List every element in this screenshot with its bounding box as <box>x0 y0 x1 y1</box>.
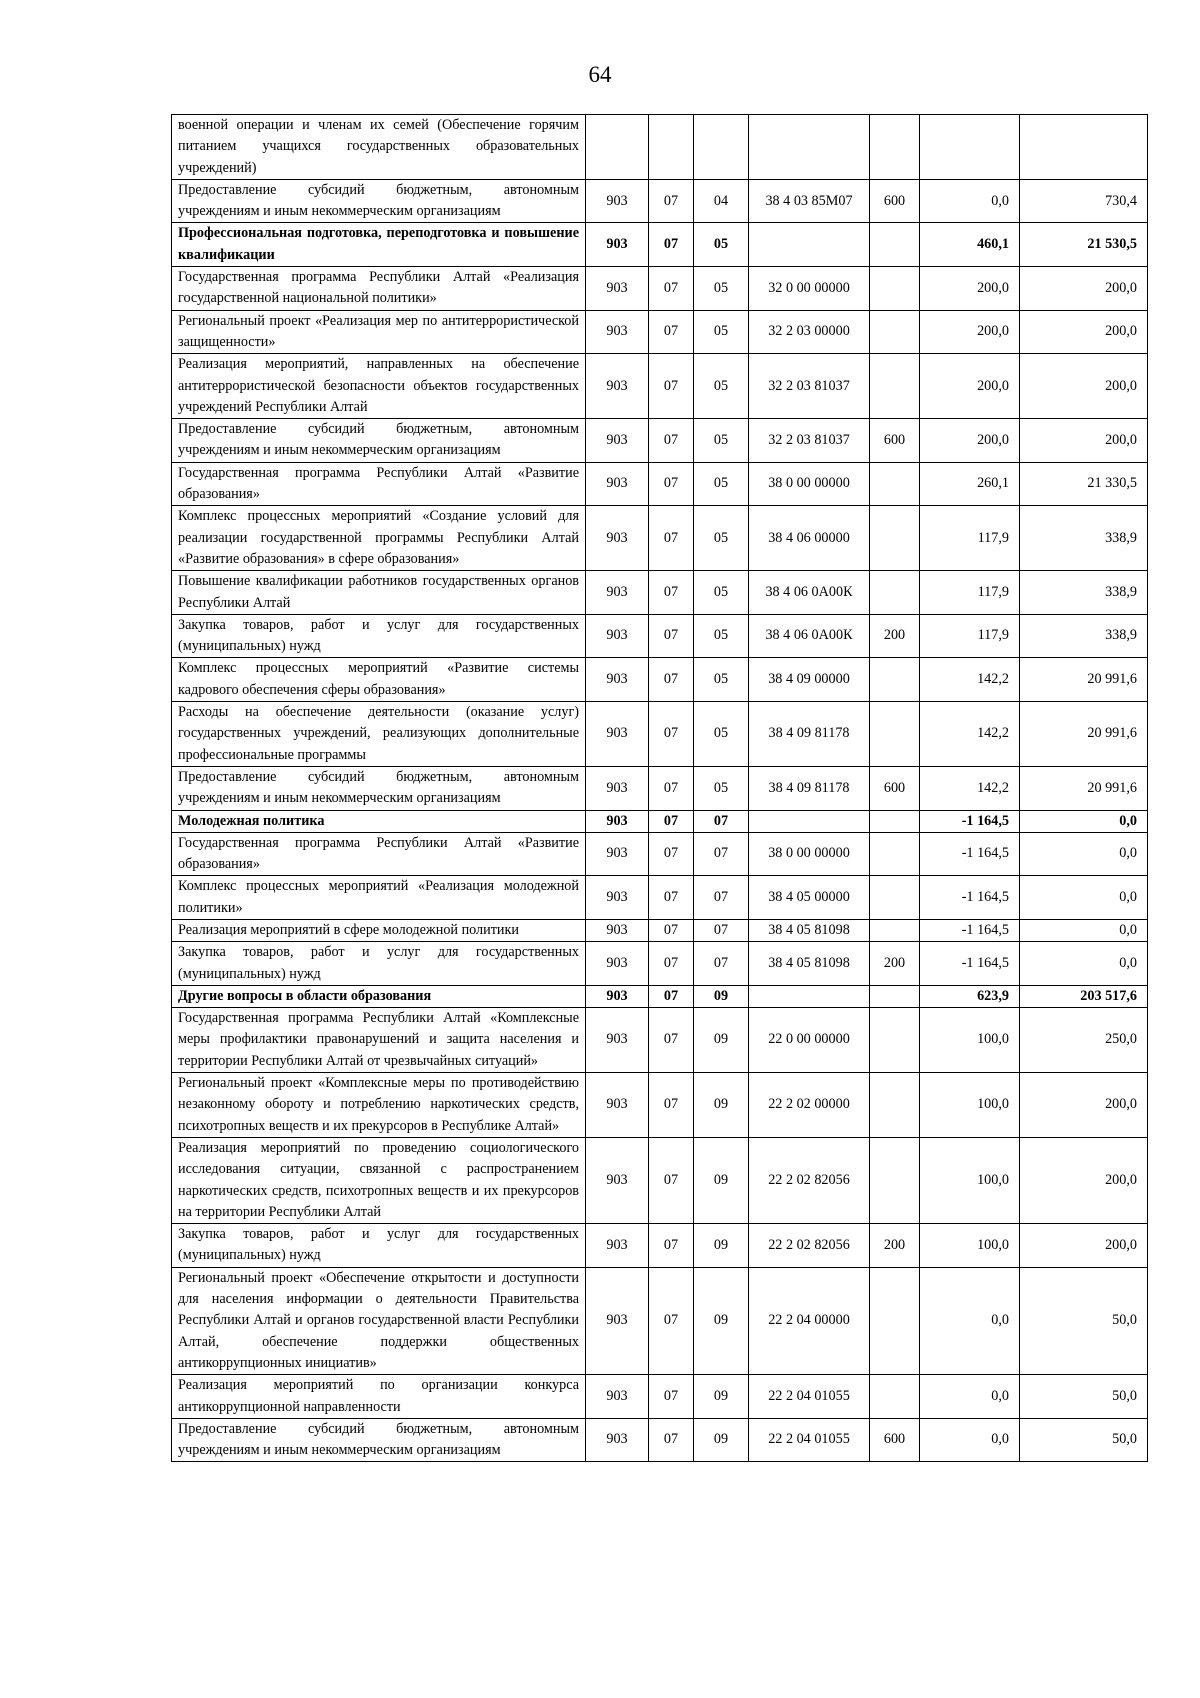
row-admin-code: 903 <box>586 179 649 223</box>
row-description: Предоставление субсидий бюджетным, автономным учреждениям и иным некоммерческим организациям <box>172 179 586 223</box>
table-row <box>172 419 1148 463</box>
row-target-article <box>749 810 870 832</box>
row-amount-change: 100,0 <box>920 1008 1020 1073</box>
row-admin-code: 903 <box>586 354 649 419</box>
row-target-article: 38 4 09 81178 <box>749 702 870 767</box>
row-target-article <box>749 223 870 267</box>
row-target-article: 22 2 04 01055 <box>749 1375 870 1419</box>
row-target-article: 22 0 00 00000 <box>749 1008 870 1073</box>
row-subsection-code: 05 <box>694 310 749 354</box>
row-description: Реализация мероприятий, направленных на обеспечение антитеррористической безопасности объектов государственных учреждений Республики Алтай <box>172 354 586 419</box>
row-amount-total <box>1020 115 1148 180</box>
row-amount-change: 142,2 <box>920 658 1020 702</box>
row-target-article: 32 0 00 00000 <box>749 267 870 311</box>
row-admin-code: 903 <box>586 1073 649 1138</box>
row-expense-type <box>870 1375 920 1419</box>
row-description: Комплекс процессных мероприятий «Создание условий для реализации государственной программы Республики Алтай «Развитие образования» в сфере образования» <box>172 506 586 571</box>
row-admin-code: 903 <box>586 942 649 986</box>
row-expense-type <box>870 267 920 311</box>
row-expense-type: 600 <box>870 179 920 223</box>
row-description: Реализация мероприятий в сфере молодежной политики <box>172 919 586 941</box>
row-expense-type <box>870 702 920 767</box>
row-amount-total: 250,0 <box>1020 1008 1148 1073</box>
row-subsection-code: 05 <box>694 571 749 615</box>
row-description: Предоставление субсидий бюджетным, автономным учреждениям и иным некоммерческим организациям <box>172 766 586 810</box>
row-amount-change: -1 164,5 <box>920 876 1020 920</box>
row-subsection-code <box>694 115 749 180</box>
table-row <box>172 942 1148 986</box>
row-amount-total: 200,0 <box>1020 1224 1148 1268</box>
row-amount-total: 21 530,5 <box>1020 223 1148 267</box>
page-number: 64 <box>588 62 612 87</box>
row-subsection-code: 05 <box>694 419 749 463</box>
row-section-code: 07 <box>649 614 694 658</box>
row-target-article: 22 2 04 01055 <box>749 1418 870 1462</box>
row-subsection-code: 05 <box>694 614 749 658</box>
row-description: Региональный проект «Обеспечение открытости и доступности для населения информации о деятельности Правительства Республики Алтай и органов государственной власти Республики Алтай, обеспечение поддержки общественных антикоррупционных инициатив» <box>172 1267 586 1374</box>
row-section-code: 07 <box>649 702 694 767</box>
row-section-code: 07 <box>649 571 694 615</box>
row-subsection-code: 05 <box>694 462 749 506</box>
row-description: Региональный проект «Реализация мер по антитеррористической защищенности» <box>172 310 586 354</box>
row-amount-total: 0,0 <box>1020 832 1148 876</box>
row-description: Государственная программа Республики Алтай «Развитие образования» <box>172 832 586 876</box>
row-amount-total: 200,0 <box>1020 419 1148 463</box>
row-expense-type <box>870 354 920 419</box>
row-amount-change: -1 164,5 <box>920 810 1020 832</box>
row-section-code: 07 <box>649 1224 694 1268</box>
row-subsection-code: 05 <box>694 506 749 571</box>
row-admin-code: 903 <box>586 267 649 311</box>
row-subsection-code: 09 <box>694 1418 749 1462</box>
row-subsection-code: 09 <box>694 1224 749 1268</box>
row-section-code: 07 <box>649 506 694 571</box>
row-amount-total: 730,4 <box>1020 179 1148 223</box>
row-amount-total: 20 991,6 <box>1020 766 1148 810</box>
row-amount-change <box>920 115 1020 180</box>
row-target-article <box>749 115 870 180</box>
row-section-code: 07 <box>649 658 694 702</box>
row-description: Комплекс процессных мероприятий «Развитие системы кадрового обеспечения сферы образования» <box>172 658 586 702</box>
row-admin-code: 903 <box>586 985 649 1007</box>
row-target-article: 38 4 03 85М07 <box>749 179 870 223</box>
table-row <box>172 1073 1148 1138</box>
row-admin-code <box>586 115 649 180</box>
row-amount-total: 200,0 <box>1020 354 1148 419</box>
row-amount-change: -1 164,5 <box>920 942 1020 986</box>
row-subsection-code: 04 <box>694 179 749 223</box>
row-expense-type <box>870 571 920 615</box>
row-admin-code: 903 <box>586 310 649 354</box>
row-amount-change: -1 164,5 <box>920 832 1020 876</box>
row-amount-change: 0,0 <box>920 1375 1020 1419</box>
row-section-code: 07 <box>649 419 694 463</box>
row-description: Комплекс процессных мероприятий «Реализация молодежной политики» <box>172 876 586 920</box>
row-amount-change: 100,0 <box>920 1137 1020 1223</box>
table-row <box>172 310 1148 354</box>
row-target-article: 22 2 04 00000 <box>749 1267 870 1374</box>
row-target-article: 38 4 06 0А00К <box>749 571 870 615</box>
row-description: Реализация мероприятий по проведению социологического исследования ситуации, связанной с распространением наркотических средств, психотропных веществ и их прекурсоров на территории Республики Алтай <box>172 1137 586 1223</box>
row-description: Предоставление субсидий бюджетным, автономным учреждениям и иным некоммерческим организациям <box>172 1418 586 1462</box>
table-row <box>172 658 1148 702</box>
row-description: Профессиональная подготовка, переподготовка и повышение квалификации <box>172 223 586 267</box>
row-admin-code: 903 <box>586 571 649 615</box>
table-row <box>172 1008 1148 1073</box>
table-row <box>172 354 1148 419</box>
row-amount-change: 200,0 <box>920 354 1020 419</box>
row-target-article: 38 4 06 0А00К <box>749 614 870 658</box>
row-amount-change: 142,2 <box>920 766 1020 810</box>
row-target-article: 22 2 02 00000 <box>749 1073 870 1138</box>
row-subsection-code: 05 <box>694 223 749 267</box>
table-row <box>172 506 1148 571</box>
row-expense-type: 200 <box>870 1224 920 1268</box>
row-subsection-code: 07 <box>694 942 749 986</box>
row-expense-type <box>870 985 920 1007</box>
row-description: Предоставление субсидий бюджетным, автономным учреждениям и иным некоммерческим организациям <box>172 419 586 463</box>
row-section-code: 07 <box>649 832 694 876</box>
row-expense-type: 600 <box>870 1418 920 1462</box>
table-row <box>172 223 1148 267</box>
row-admin-code: 903 <box>586 419 649 463</box>
row-amount-change: 0,0 <box>920 1267 1020 1374</box>
row-target-article: 38 4 05 00000 <box>749 876 870 920</box>
row-amount-change: 0,0 <box>920 179 1020 223</box>
row-description: Расходы на обеспечение деятельности (оказание услуг) государственных учреждений, реализующих дополнительные профессиональные программы <box>172 702 586 767</box>
row-amount-total: 20 991,6 <box>1020 702 1148 767</box>
table-row <box>172 1224 1148 1268</box>
row-expense-type <box>870 462 920 506</box>
row-subsection-code: 09 <box>694 1267 749 1374</box>
row-admin-code: 903 <box>586 658 649 702</box>
row-admin-code: 903 <box>586 810 649 832</box>
table-row <box>172 614 1148 658</box>
row-section-code: 07 <box>649 766 694 810</box>
row-admin-code: 903 <box>586 614 649 658</box>
row-amount-change: 200,0 <box>920 419 1020 463</box>
row-admin-code: 903 <box>586 876 649 920</box>
row-expense-type: 200 <box>870 942 920 986</box>
row-subsection-code: 09 <box>694 1375 749 1419</box>
table-row <box>172 179 1148 223</box>
row-target-article: 38 4 05 81098 <box>749 919 870 941</box>
row-expense-type <box>870 919 920 941</box>
row-admin-code: 903 <box>586 1137 649 1223</box>
row-target-article: 32 2 03 81037 <box>749 354 870 419</box>
row-admin-code: 903 <box>586 919 649 941</box>
row-subsection-code: 09 <box>694 1073 749 1138</box>
row-amount-change: 100,0 <box>920 1224 1020 1268</box>
row-target-article: 22 2 02 82056 <box>749 1137 870 1223</box>
table-row <box>172 115 1148 180</box>
row-admin-code: 903 <box>586 766 649 810</box>
row-expense-type <box>870 1008 920 1073</box>
row-target-article: 38 4 05 81098 <box>749 942 870 986</box>
row-expense-type <box>870 1267 920 1374</box>
row-admin-code: 903 <box>586 1267 649 1374</box>
row-expense-type <box>870 223 920 267</box>
row-admin-code: 903 <box>586 1008 649 1073</box>
row-expense-type: 200 <box>870 614 920 658</box>
row-description: Реализация мероприятий по организации конкурса антикоррупционной направленности <box>172 1375 586 1419</box>
table-row <box>172 702 1148 767</box>
row-admin-code: 903 <box>586 506 649 571</box>
row-section-code: 07 <box>649 810 694 832</box>
row-subsection-code: 05 <box>694 354 749 419</box>
row-amount-change: 460,1 <box>920 223 1020 267</box>
row-amount-total: 200,0 <box>1020 310 1148 354</box>
table-row <box>172 267 1148 311</box>
row-subsection-code: 07 <box>694 810 749 832</box>
row-subsection-code: 09 <box>694 985 749 1007</box>
row-description: Закупка товаров, работ и услуг для государственных (муниципальных) нужд <box>172 1224 586 1268</box>
row-amount-change: 117,9 <box>920 614 1020 658</box>
row-target-article: 38 4 06 00000 <box>749 506 870 571</box>
table-row <box>172 1137 1148 1223</box>
row-admin-code: 903 <box>586 1418 649 1462</box>
row-section-code: 07 <box>649 942 694 986</box>
row-amount-change: 260,1 <box>920 462 1020 506</box>
row-section-code: 07 <box>649 985 694 1007</box>
row-amount-change: 117,9 <box>920 506 1020 571</box>
row-description: Повышение квалификации работников государственных органов Республики Алтай <box>172 571 586 615</box>
row-target-article: 32 2 03 00000 <box>749 310 870 354</box>
row-section-code: 07 <box>649 919 694 941</box>
row-subsection-code: 05 <box>694 766 749 810</box>
row-admin-code: 903 <box>586 832 649 876</box>
row-target-article: 32 2 03 81037 <box>749 419 870 463</box>
row-section-code: 07 <box>649 462 694 506</box>
row-admin-code: 903 <box>586 1224 649 1268</box>
row-section-code: 07 <box>649 310 694 354</box>
row-subsection-code: 07 <box>694 832 749 876</box>
row-amount-total: 50,0 <box>1020 1418 1148 1462</box>
row-section-code: 07 <box>649 1137 694 1223</box>
row-amount-total: 200,0 <box>1020 1137 1148 1223</box>
row-expense-type: 600 <box>870 419 920 463</box>
row-amount-total: 338,9 <box>1020 571 1148 615</box>
row-expense-type <box>870 832 920 876</box>
row-description: Государственная программа Республики Алтай «Развитие образования» <box>172 462 586 506</box>
row-amount-total: 50,0 <box>1020 1267 1148 1374</box>
row-subsection-code: 05 <box>694 658 749 702</box>
row-amount-total: 338,9 <box>1020 506 1148 571</box>
row-amount-total: 203 517,6 <box>1020 985 1148 1007</box>
row-subsection-code: 09 <box>694 1008 749 1073</box>
row-expense-type <box>870 1137 920 1223</box>
table-row <box>172 810 1148 832</box>
row-description: Закупка товаров, работ и услуг для государственных (муниципальных) нужд <box>172 942 586 986</box>
row-expense-type <box>870 876 920 920</box>
row-expense-type <box>870 658 920 702</box>
row-description: Государственная программа Республики Алтай «Реализация государственной национальной политики» <box>172 267 586 311</box>
row-amount-total: 200,0 <box>1020 1073 1148 1138</box>
row-section-code: 07 <box>649 1267 694 1374</box>
row-subsection-code: 07 <box>694 919 749 941</box>
row-description: военной операции и членам их семей (Обеспечение горячим питанием учащихся государственных образовательных учреждений) <box>172 115 586 180</box>
row-amount-total: 200,0 <box>1020 267 1148 311</box>
table-row <box>172 1375 1148 1419</box>
row-target-article <box>749 985 870 1007</box>
row-section-code: 07 <box>649 354 694 419</box>
row-description: Региональный проект «Комплексные меры по противодействию незаконному обороту и потреблению наркотических средств, психотропных веществ и их прекурсоров в Республике Алтай» <box>172 1073 586 1138</box>
row-target-article: 22 2 02 82056 <box>749 1224 870 1268</box>
row-description: Государственная программа Республики Алтай «Комплексные меры профилактики правонарушений и защита населения и территории Республики Алтай от чрезвычайных ситуаций» <box>172 1008 586 1073</box>
row-description: Другие вопросы в области образования <box>172 985 586 1007</box>
row-section-code: 07 <box>649 1008 694 1073</box>
row-admin-code: 903 <box>586 1375 649 1419</box>
row-admin-code: 903 <box>586 702 649 767</box>
row-target-article: 38 0 00 00000 <box>749 462 870 506</box>
table-row <box>172 1267 1148 1374</box>
row-section-code: 07 <box>649 179 694 223</box>
row-subsection-code: 07 <box>694 876 749 920</box>
row-amount-change: 200,0 <box>920 267 1020 311</box>
row-amount-total: 50,0 <box>1020 1375 1148 1419</box>
table-row <box>172 571 1148 615</box>
row-admin-code: 903 <box>586 462 649 506</box>
table-row <box>172 985 1148 1007</box>
row-amount-change: 623,9 <box>920 985 1020 1007</box>
row-amount-change: 0,0 <box>920 1418 1020 1462</box>
row-section-code: 07 <box>649 1073 694 1138</box>
row-amount-total: 0,0 <box>1020 919 1148 941</box>
table-row <box>172 919 1148 941</box>
row-amount-total: 0,0 <box>1020 942 1148 986</box>
row-amount-total: 338,9 <box>1020 614 1148 658</box>
table-row <box>172 1418 1148 1462</box>
row-section-code: 07 <box>649 1375 694 1419</box>
row-amount-total: 0,0 <box>1020 810 1148 832</box>
row-section-code: 07 <box>649 223 694 267</box>
row-expense-type <box>870 115 920 180</box>
row-admin-code: 903 <box>586 223 649 267</box>
row-amount-change: -1 164,5 <box>920 919 1020 941</box>
row-amount-total: 20 991,6 <box>1020 658 1148 702</box>
row-amount-change: 142,2 <box>920 702 1020 767</box>
row-description: Молодежная политика <box>172 810 586 832</box>
row-section-code <box>649 115 694 180</box>
row-expense-type: 600 <box>870 766 920 810</box>
table-row <box>172 876 1148 920</box>
table-row <box>172 462 1148 506</box>
table-row <box>172 766 1148 810</box>
row-amount-change: 117,9 <box>920 571 1020 615</box>
row-description: Закупка товаров, работ и услуг для государственных (муниципальных) нужд <box>172 614 586 658</box>
table-row <box>172 832 1148 876</box>
row-subsection-code: 05 <box>694 267 749 311</box>
row-amount-total: 21 330,5 <box>1020 462 1148 506</box>
row-target-article: 38 4 09 00000 <box>749 658 870 702</box>
row-subsection-code: 09 <box>694 1137 749 1223</box>
row-expense-type <box>870 1073 920 1138</box>
row-amount-total: 0,0 <box>1020 876 1148 920</box>
row-target-article: 38 0 00 00000 <box>749 832 870 876</box>
row-section-code: 07 <box>649 1418 694 1462</box>
row-expense-type <box>870 506 920 571</box>
budget-table <box>171 114 1148 1462</box>
row-section-code: 07 <box>649 876 694 920</box>
row-expense-type <box>870 310 920 354</box>
row-expense-type <box>870 810 920 832</box>
row-amount-change: 200,0 <box>920 310 1020 354</box>
row-amount-change: 100,0 <box>920 1073 1020 1138</box>
row-target-article: 38 4 09 81178 <box>749 766 870 810</box>
row-subsection-code: 05 <box>694 702 749 767</box>
row-section-code: 07 <box>649 267 694 311</box>
